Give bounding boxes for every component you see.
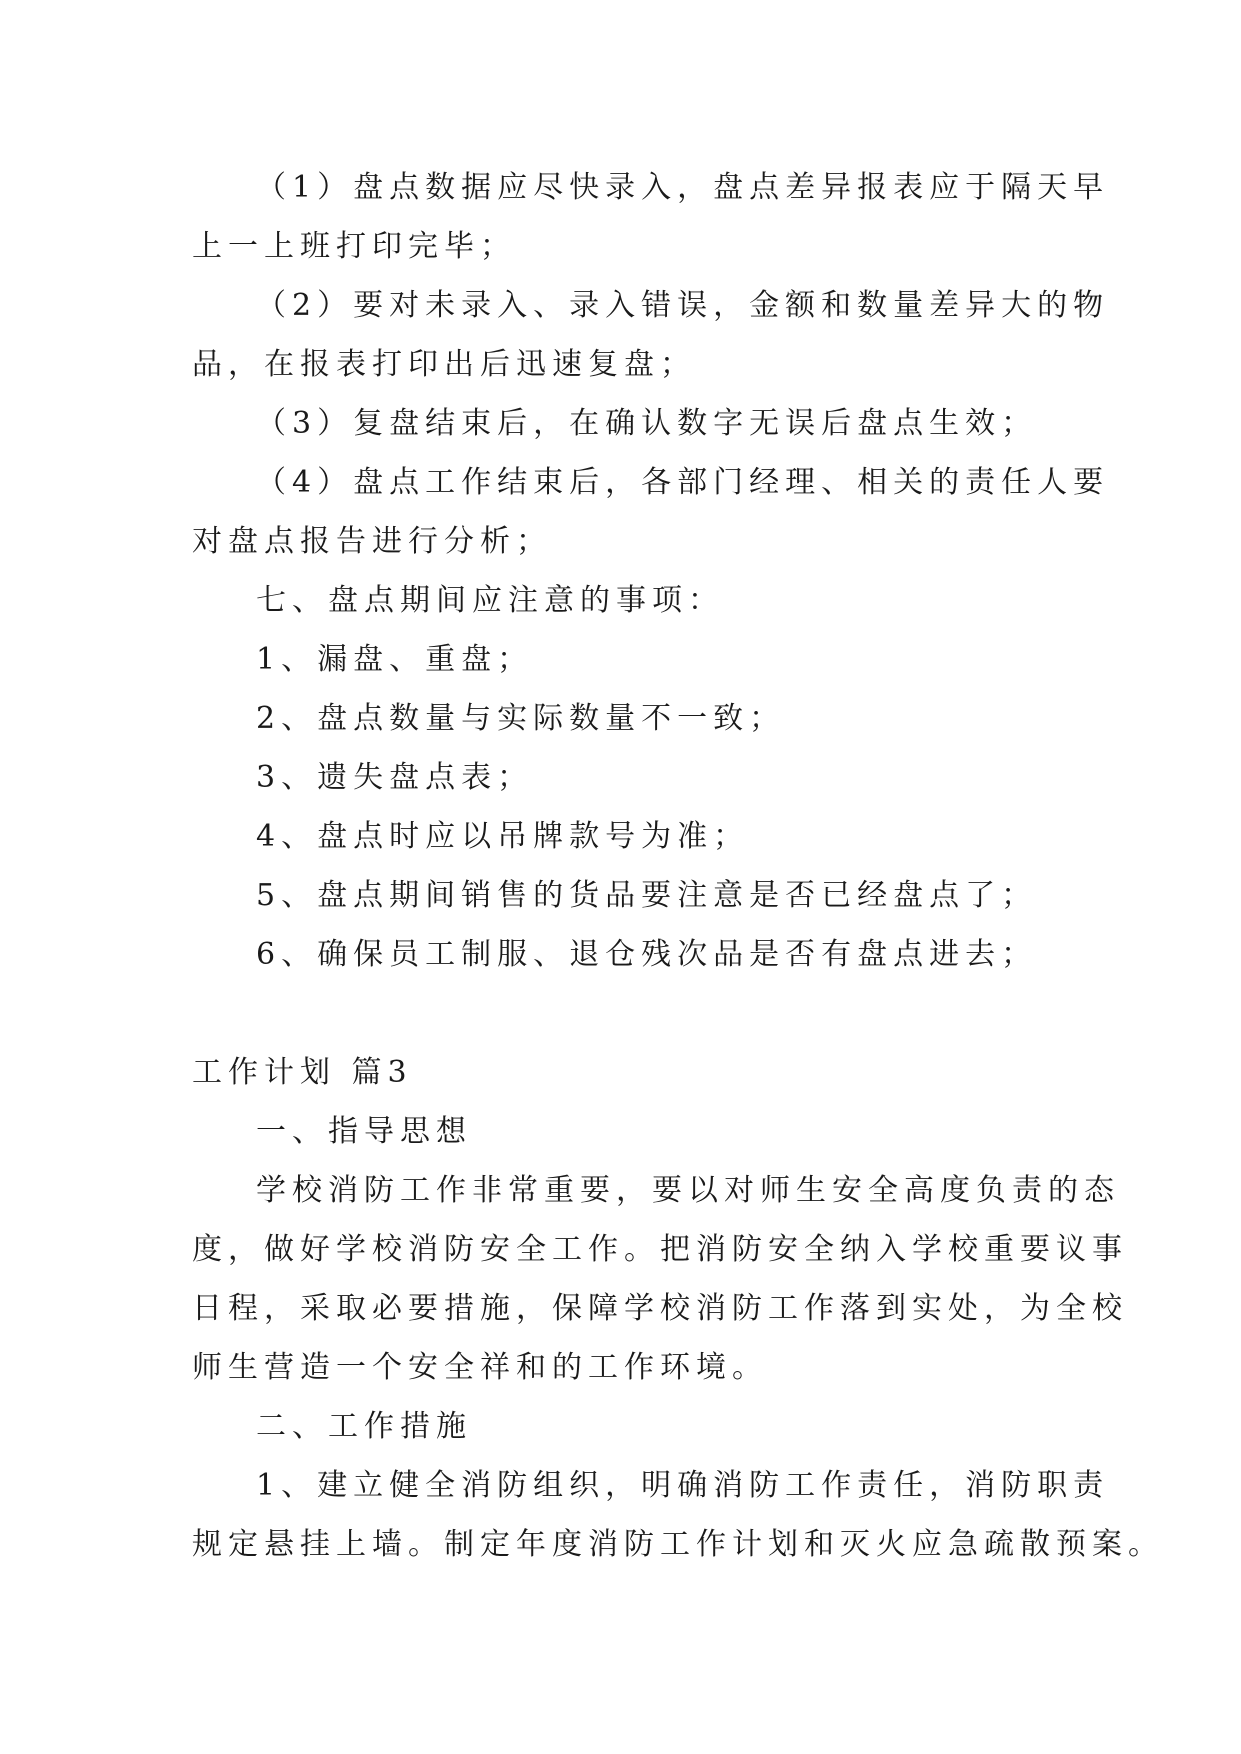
list-item: 5、盘点期间销售的货品要注意是否已经盘点了；	[256, 878, 1038, 913]
list-item: 1、漏盘、重盘；	[256, 642, 534, 677]
paragraph-line: 品，在报表打印出后迅速复盘；	[192, 347, 696, 382]
list-item: 6、确保员工制服、退仓残次品是否有盘点进去；	[256, 937, 1038, 972]
paragraph-line: 度，做好学校消防安全工作。把消防安全纳入学校重要议事	[192, 1232, 1128, 1267]
paragraph-line: 1、建立健全消防组织，明确消防工作责任，消防职责	[256, 1468, 1110, 1503]
paragraph-line: 师生营造一个安全祥和的工作环境。	[192, 1350, 768, 1385]
paragraph-line: 对盘点报告进行分析；	[192, 524, 552, 559]
document-page	[192, 158, 1164, 1574]
list-item: 4、盘点时应以吊牌款号为准；	[256, 819, 750, 854]
paragraph-line: 规定悬挂上墙。制定年度消防工作计划和灭火应急疏散预案。	[192, 1527, 1164, 1562]
paragraph-line: （1）盘点数据应尽快录入，盘点差异报表应于隔天早	[256, 170, 1110, 205]
list-item: 3、遗失盘点表；	[256, 760, 534, 795]
list-item: 2、盘点数量与实际数量不一致；	[256, 701, 786, 736]
section-heading: 七、盘点期间应注意的事项：	[256, 583, 724, 618]
section-heading: 二、工作措施	[256, 1409, 472, 1444]
section-heading: 一、指导思想	[256, 1114, 472, 1149]
document-heading: 工作计划 篇3	[192, 1055, 413, 1090]
paragraph-line: 日程，采取必要措施，保障学校消防工作落到实处，为全校	[192, 1291, 1128, 1326]
paragraph-line: （4）盘点工作结束后，各部门经理、相关的责任人要	[256, 465, 1110, 500]
paragraph-line: 上一上班打印完毕；	[192, 229, 516, 264]
section-gap	[192, 984, 1052, 1043]
paragraph-line: （3）复盘结束后，在确认数字无误后盘点生效；	[256, 406, 1038, 441]
paragraph-line: （2）要对未录入、录入错误，金额和数量差异大的物	[256, 288, 1110, 323]
paragraph-line: 学校消防工作非常重要，要以对师生安全高度负责的态	[256, 1173, 1120, 1208]
